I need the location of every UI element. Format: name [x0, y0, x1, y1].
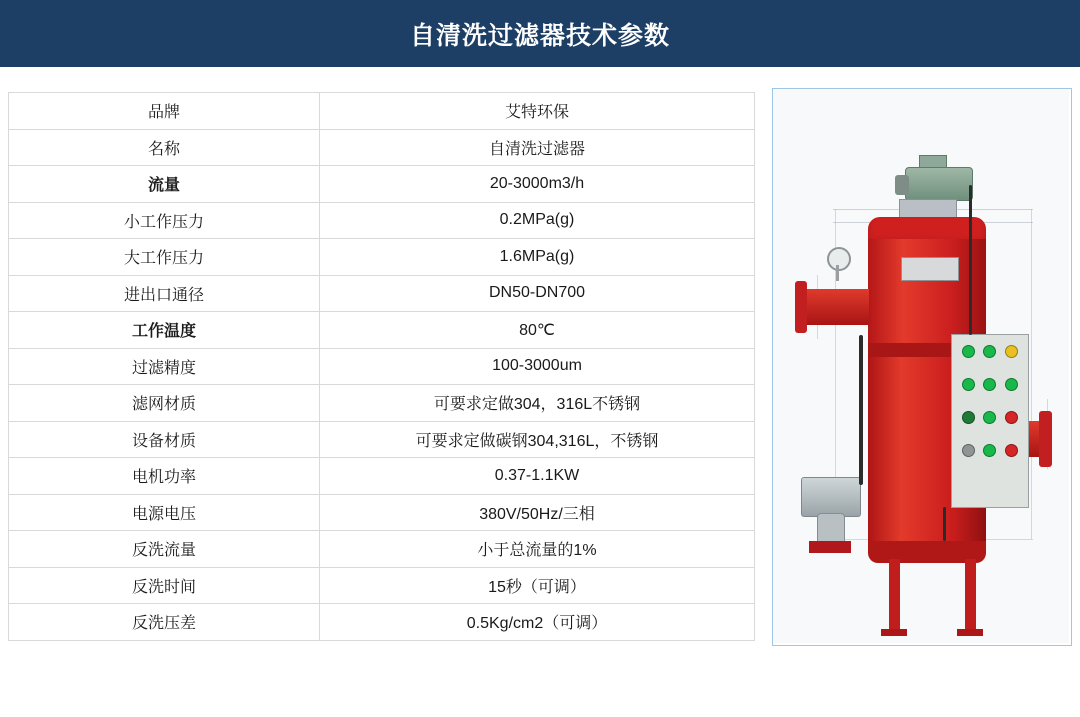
spec-label: 进出口通径 — [9, 275, 320, 312]
spec-value: 100-3000um — [320, 348, 755, 385]
spec-value: DN50-DN700 — [320, 275, 755, 312]
indicator-lamp[interactable] — [983, 345, 996, 358]
indicator-lamp[interactable] — [962, 378, 975, 391]
table-row — [9, 202, 755, 239]
electric-actuator — [801, 477, 861, 517]
table-row — [9, 531, 755, 568]
indicator-lamp[interactable] — [962, 345, 975, 358]
drawing-line — [1031, 209, 1032, 539]
table-row — [9, 421, 755, 458]
spec-label: 电机功率 — [9, 458, 320, 495]
spec-value: 1.6MPa(g) — [320, 239, 755, 276]
support-leg — [965, 559, 976, 631]
spec-label: 反洗压差 — [9, 604, 320, 641]
product-image-panel — [772, 88, 1072, 646]
spec-value: 可要求定做碳钢304,316L，不锈钢 — [320, 421, 755, 458]
spec-value: 艾特环保 — [320, 93, 755, 130]
spec-value: 20-3000m3/h — [320, 166, 755, 203]
spec-label: 滤网材质 — [9, 385, 320, 422]
spec-label: 反洗流量 — [9, 531, 320, 568]
valve-flange — [809, 541, 851, 553]
spec-value: 小于总流量的1% — [320, 531, 755, 568]
spec-label: 设备材质 — [9, 421, 320, 458]
indicator-lamp[interactable] — [983, 378, 996, 391]
table-row — [9, 458, 755, 495]
table-row — [9, 166, 755, 203]
table-row — [9, 239, 755, 276]
header-banner — [0, 0, 1080, 67]
table-row — [9, 494, 755, 531]
signal-cable — [859, 335, 863, 485]
spec-label: 大工作压力 — [9, 239, 320, 276]
spec-value: 可要求定做304，316L不锈钢 — [320, 385, 755, 422]
outlet-flange — [1039, 411, 1052, 467]
spec-label: 反洗时间 — [9, 567, 320, 604]
indicator-lamp[interactable] — [962, 411, 975, 424]
spec-table — [8, 92, 755, 641]
indicator-lamp[interactable] — [962, 444, 975, 457]
spec-value: 0.2MPa(g) — [320, 202, 755, 239]
table-row — [9, 275, 755, 312]
pressure-gauge — [827, 247, 851, 271]
control-cable — [943, 507, 946, 541]
control-panel — [951, 334, 1029, 508]
spec-label: 流量 — [9, 166, 320, 203]
table-row — [9, 348, 755, 385]
spec-value: 自清洗过滤器 — [320, 129, 755, 166]
table-row — [9, 385, 755, 422]
power-cable — [969, 185, 972, 335]
inlet-flange — [795, 281, 807, 333]
product-photo — [773, 89, 1069, 643]
gauge-stem — [836, 265, 839, 281]
support-foot — [957, 629, 983, 636]
table-row — [9, 604, 755, 641]
equipment-nameplate — [901, 257, 959, 281]
motor-cap — [895, 175, 909, 195]
spec-label: 小工作压力 — [9, 202, 320, 239]
spec-label: 过滤精度 — [9, 348, 320, 385]
indicator-lamp[interactable] — [1005, 444, 1018, 457]
indicator-lamp[interactable] — [983, 444, 996, 457]
spec-label: 工作温度 — [9, 312, 320, 349]
spec-table-body — [9, 93, 755, 641]
page-title: 自清洗过滤器技术参数 — [409, 21, 670, 50]
inlet-pipe — [803, 289, 869, 325]
support-foot — [881, 629, 907, 636]
spec-label: 名称 — [9, 129, 320, 166]
spec-label: 品牌 — [9, 93, 320, 130]
table-row — [9, 567, 755, 604]
spec-value: 380V/50Hz/三相 — [320, 494, 755, 531]
support-leg — [889, 559, 900, 631]
table-row — [9, 129, 755, 166]
indicator-lamp-grid — [960, 345, 1020, 457]
spec-value: 15秒（可调） — [320, 567, 755, 604]
indicator-lamp[interactable] — [983, 411, 996, 424]
indicator-lamp[interactable] — [1005, 345, 1018, 358]
motor-body — [905, 167, 973, 201]
spec-label: 电源电压 — [9, 494, 320, 531]
spec-value: 0.37-1.1KW — [320, 458, 755, 495]
table-row — [9, 312, 755, 349]
table-row — [9, 93, 755, 130]
indicator-lamp[interactable] — [1005, 378, 1018, 391]
spec-value: 80℃ — [320, 312, 755, 349]
indicator-lamp[interactable] — [1005, 411, 1018, 424]
spec-value: 0.5Kg/cm2（可调） — [320, 604, 755, 641]
